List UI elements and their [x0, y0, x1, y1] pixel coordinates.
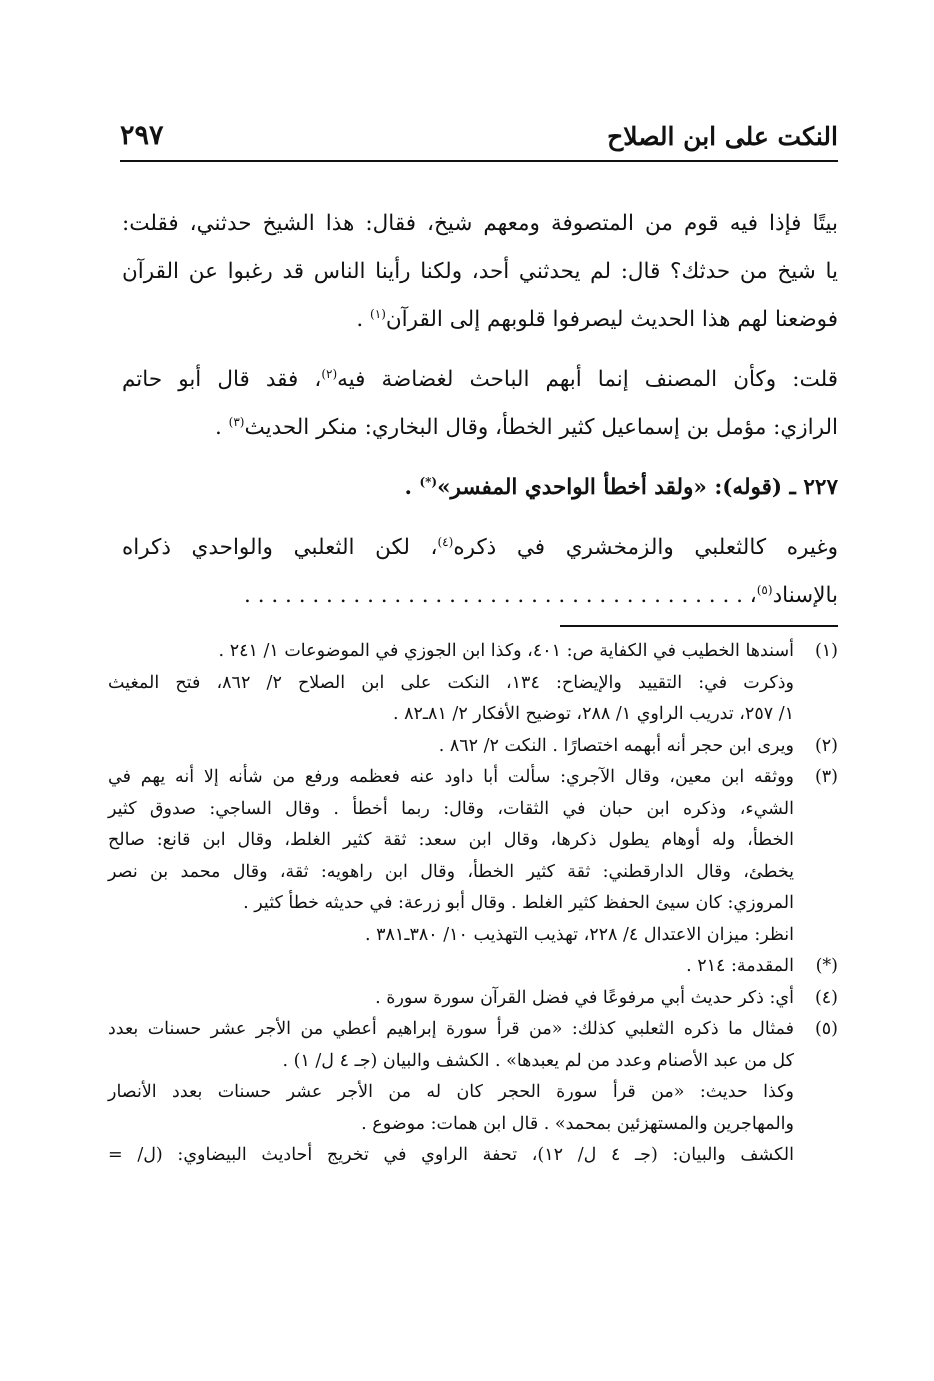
- footnote-line: وذكرت في: التقييد والإيضاح: ١٣٤، النكت على ابن الصلاح ٢/ ٨٦٢، فتح المغيث: [108, 672, 795, 693]
- footnote-line: ووثقه ابن معين، وقال الآجري: سألت أبا داود عنه فعظمه ورفع من شأنه إلا أنه يهم في: [108, 767, 794, 787]
- footnote-line: كل من عبد الأصنام وعدد من لم يعبدها» . الكشف والبيان (جـ ٤ ل/ ١) .: [282, 1050, 794, 1071]
- text-run: بالإسناد: [772, 583, 838, 608]
- text-run: ، لكن الثعلبي والواحدي ذكراه: [122, 535, 438, 560]
- text-run: .: [356, 307, 371, 332]
- footnote-line: انظر: ميزان الاعتدال ٤/ ٢٢٨، تهذيب التهذيب ١٠/ ٣٨٠ـ٣٨١ .: [364, 924, 794, 945]
- book-title: النكت على ابن الصلاح: [607, 122, 838, 151]
- footnote-line: أي: ذكر حديث أبي مرفوعًا في فضل القرآن سورة سورة .: [375, 987, 794, 1008]
- footnote-line: ويرى ابن حجر أنه أبهمه اختصارًا . النكت ٢/ ٨٦٢ .: [438, 735, 794, 756]
- footnote-ref: (٤): [437, 534, 454, 549]
- footnote-ref: (١): [370, 306, 386, 321]
- footnote-line: الكشف والبيان: (جـ ٤ ل/ ١٢)، تحفة الراوي في تخريج أحاديث البيضاوي: (ل/ =: [108, 1145, 794, 1165]
- footnotes: [108, 636, 838, 1172]
- header-rule: [120, 160, 838, 162]
- text-run: الرازي: مؤمل بن إسماعيل كثير الخطأ، وقال البخاري: منكر الحديث: [244, 415, 838, 440]
- footnote-line: الخطأ، وله أوهام يطول ذكرها، وقال ابن سعد: ثقة كثير الغلط، وقال ابن قانع: صالح: [108, 830, 794, 850]
- running-header: [120, 118, 838, 162]
- text-run: قلت: وكأن المصنف إنما أبهم الباحث لغضاضة فيه: [337, 367, 838, 392]
- footnote-ref: (٣): [228, 414, 245, 429]
- footnote-number: (٥): [814, 1019, 838, 1039]
- footnote-number: (٣): [814, 767, 838, 787]
- text-run: .: [404, 475, 420, 500]
- main-text: [122, 200, 838, 620]
- footnote-line: المقدمة: ٢١٤ .: [686, 956, 794, 976]
- footnote-line: الشيء، وذكره ابن حبان في الثقات، وقال: ربما أخطأ . وقال الساجي: صدوق كثير: [108, 798, 794, 819]
- footnote-ref: (*): [419, 474, 438, 489]
- footnote: [108, 1014, 838, 1172]
- footnote: [108, 731, 838, 763]
- text-line: [122, 404, 838, 452]
- footnote-line: يخطئ، وقال الدارقطني: ثقة كثير الخطأ، وقال ابن راهويه: ثقة، وقال محمد بن نصر: [108, 861, 794, 882]
- page-number: ٢٩٧: [120, 120, 164, 151]
- text-line: [122, 296, 838, 344]
- footnote-ref: (٢): [321, 366, 338, 381]
- footnote-number: (*): [815, 956, 838, 976]
- text-line: بيتًا فإذا فيه قوم من المتصوفة ومعهم شيخ، فقال: هذا الشيخ حدثني، فقلت:: [122, 211, 838, 236]
- text-line: [122, 524, 838, 572]
- footnote-line: فمثال ما ذكره الثعلبي كذلك: «من قرأ سورة إبراهيم أعطي من الأجر عشر حسنات بعدد: [108, 1019, 794, 1039]
- footnote-line: أسندها الخطيب في الكفاية ص: ٤٠١، وكذا ابن الجوزي في الموضوعات ١/ ٢٤١ .: [218, 641, 794, 661]
- footnote-number: (٢): [814, 735, 838, 756]
- footnote: [108, 636, 838, 731]
- text-line: يا شيخ من حدثك؟ قال: لم يحدثني أحد، ولكنا رأينا الناس قد رغبوا عن القرآن: [122, 259, 838, 284]
- footnote: [108, 951, 838, 983]
- text-run: ٢٢٧ ـ (قوله): «ولقد أخطأ الواحدي المفسر»: [437, 475, 838, 500]
- footnote-number: (١): [814, 641, 838, 661]
- footnote-line: ١/ ٢٥٧، تدريب الراوي ١/ ٢٨٨، توضيح الأفكار ٢/ ٨١ـ٨٢ .: [392, 704, 794, 724]
- footnote-line: المروزي: كان سيئ الحفظ كثير الغلط . وقال أبو زرعة: في حديثه خطأ كثير .: [243, 893, 794, 913]
- footnote-number: (٤): [814, 987, 838, 1008]
- text-run: ، فقد قال أبو حاتم: [122, 367, 322, 392]
- text-run: وغيره كالثعلبي والزمخشري في ذكره: [453, 535, 838, 560]
- footnote-line: وكذا حديث: «من قرأ سورة الحجر كان له من الأجر عشر حسنات بعدد الأنصار: [108, 1082, 794, 1102]
- footnote-line: والمهاجرين والمستهزئين بمحمد» . قال ابن همات: موضوع .: [361, 1113, 794, 1134]
- text-run: .: [214, 415, 229, 440]
- section-heading: [122, 464, 838, 512]
- text-run: فوضعنا لهم هذا الحديث ليصرفوا قلوبهم إلى القرآن: [385, 307, 838, 332]
- text-line: [122, 356, 838, 404]
- footnote-separator: [560, 625, 838, 627]
- footnote: [108, 983, 838, 1015]
- footnote: [108, 762, 838, 951]
- text-line: [122, 572, 838, 620]
- text-run: ، . . . . . . . . . . . . . . . . . . . . . . . . . . . . . . . . . . . . .: [244, 583, 757, 608]
- footnote-ref: (٥): [756, 582, 773, 597]
